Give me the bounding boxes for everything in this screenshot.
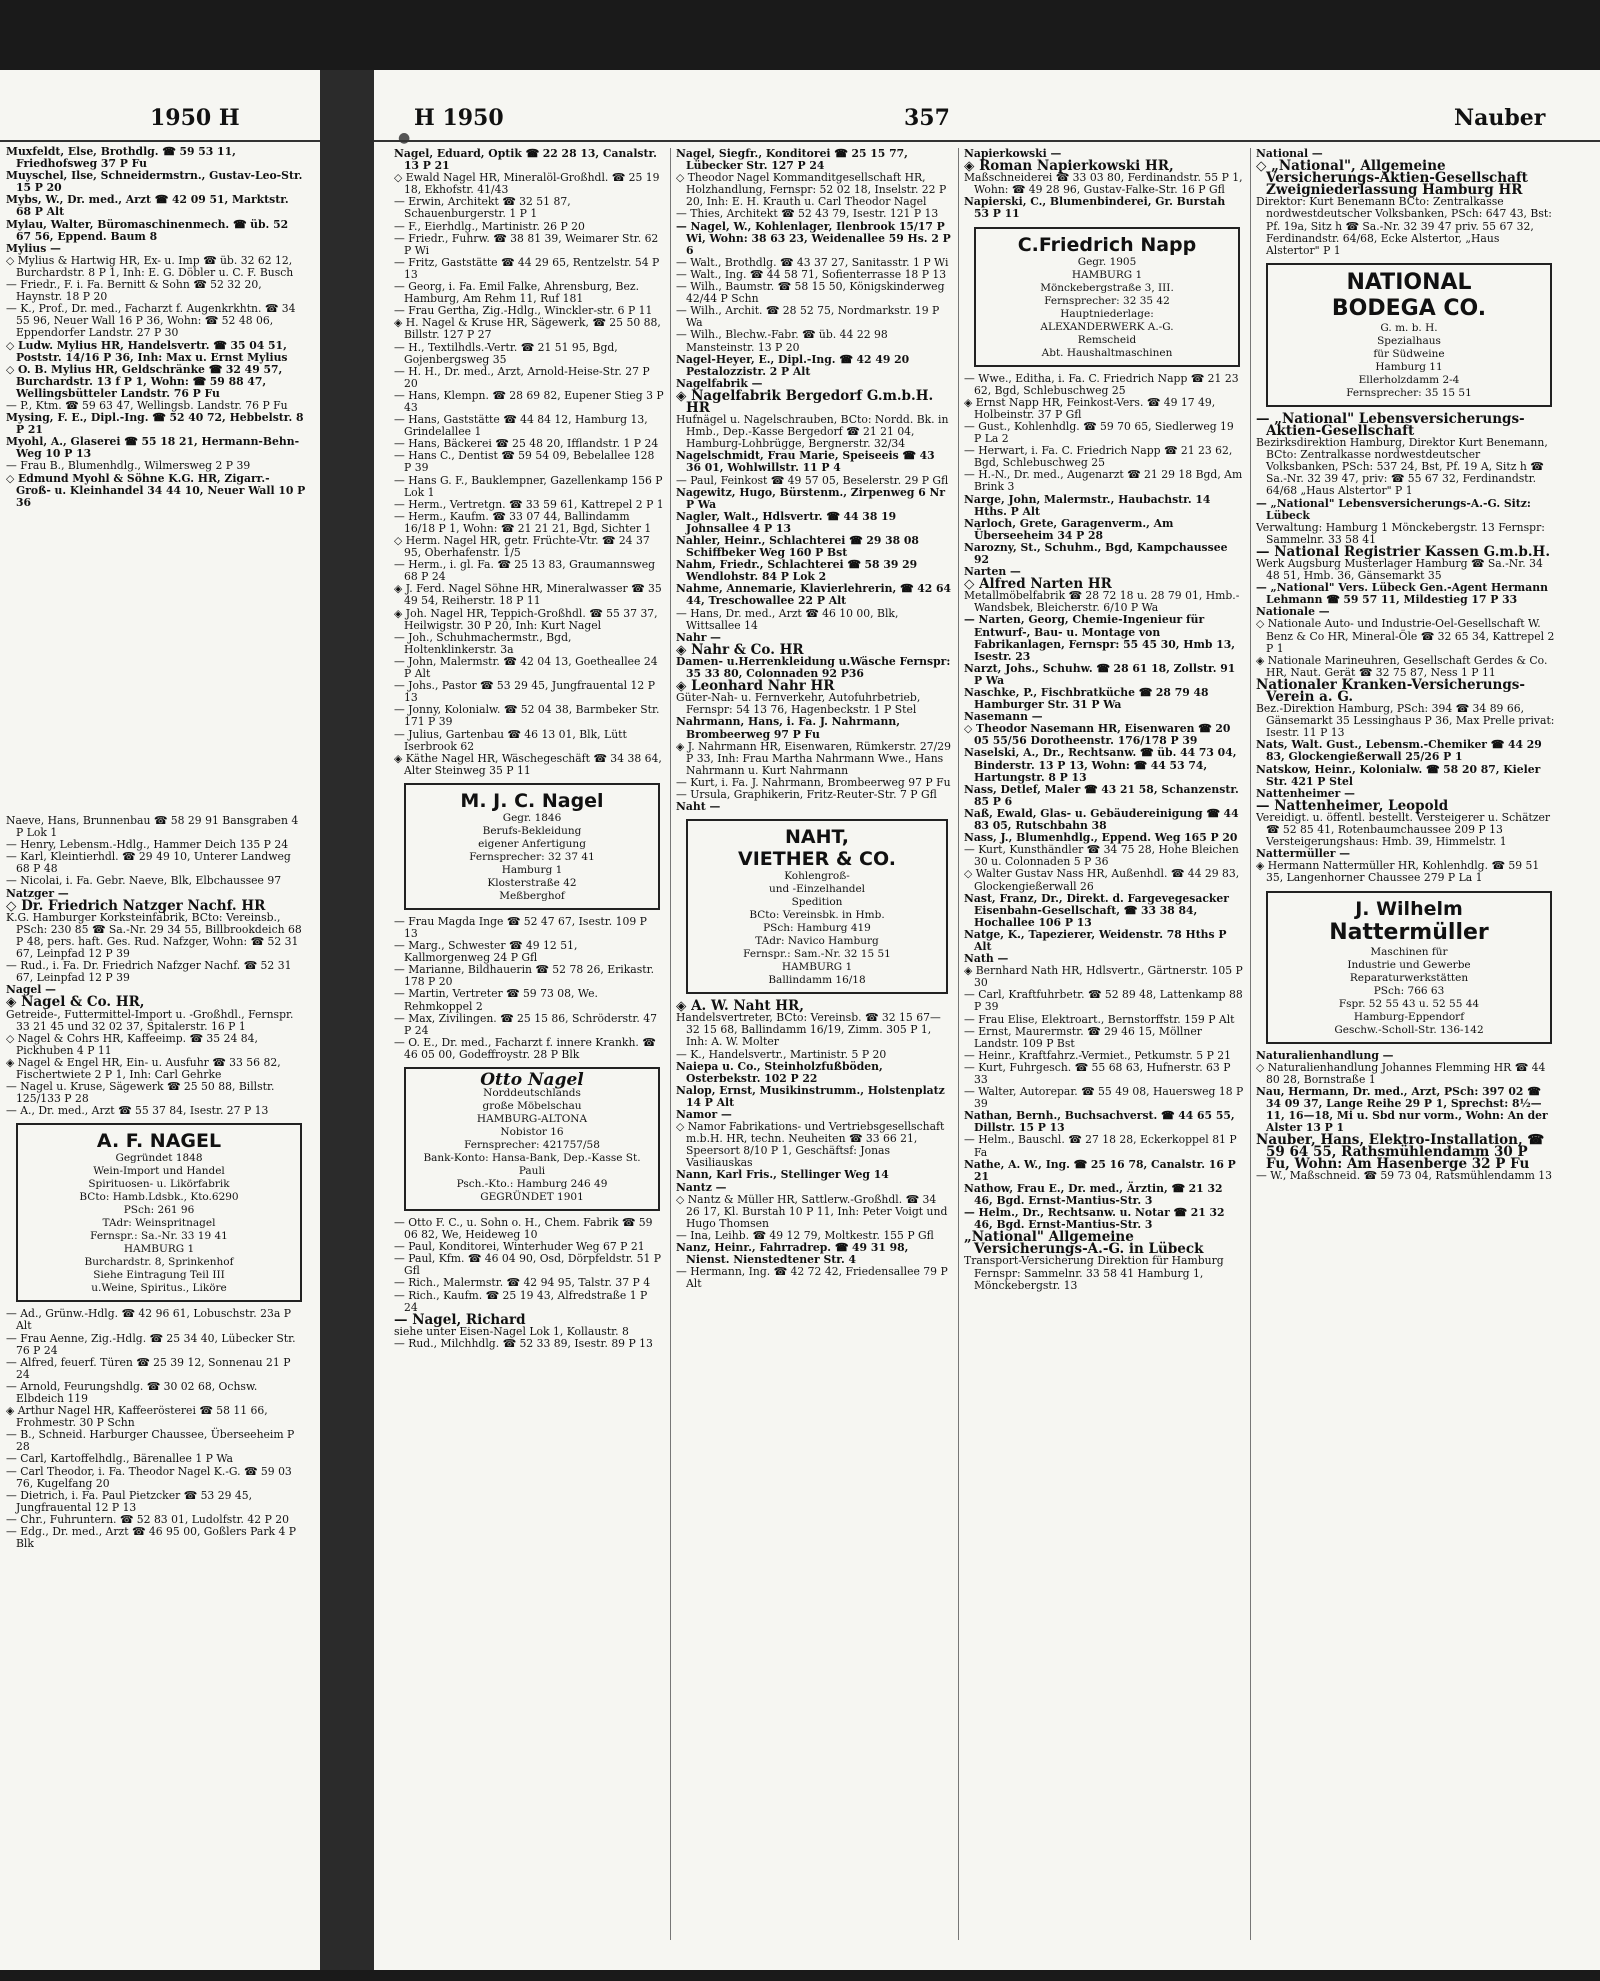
directory-entry: ◈ Hermann Nattermüller HR, Kohlenhdlg. ☎ 59 51 35, Langenhorner Chaussee 279 P La 1 [1256, 859, 1540, 885]
directory-entry: — Helm., Dr., Rechtsanw. u. Notar ☎ 21 32 46, Bgd. Ernst-Mantius-Str. 3 [964, 1206, 1225, 1232]
directory-entry: Nagel-Heyer, E., Dipl.-Ing. ☎ 42 49 20 Pestalozzistr. 2 P Alt [676, 352, 910, 378]
directory-entry: — W., Maßschneid. ☎ 59 73 04, Ratsmühlendamm 13 [1256, 1169, 1553, 1183]
directory-entry: Napierski, C., Blumenbinderei, Gr. Burstah 53 P 11 [964, 195, 1226, 221]
directory-entry: ◈ Nationale Marineuhren, Gesellschaft Gerdes & Co. HR, Naut. Gerät ☎ 32 75 87, Ness 1 P 11 [1256, 653, 1548, 679]
ad-line: Fernsprecher: 32 35 42 [1044, 294, 1170, 307]
directory-entry: — Frau Magda Inge ☎ 52 47 67, Isestr. 109 P 13 [394, 914, 647, 940]
directory-entry: — Hans, Bäckerei ☎ 25 48 20, Ifflandstr. 1 P 24 [394, 437, 659, 451]
directory-entry: Nass, J., Blumenhdlg., Eppend. Weg 165 P 20 [964, 831, 1238, 845]
directory-entry: — Marg., Schwester ☎ 49 12 51, Kallmorgenweg 24 P Gfl [394, 939, 578, 965]
ad-naht-viether [686, 819, 948, 994]
directory-entry: — Marianne, Bildhauerin ☎ 52 78 26, Erikastr. 178 P 20 [394, 963, 655, 989]
ad-line: Wein-Import und Handel [93, 1165, 225, 1178]
directory-entry: — Karl, Kleintierhdl. ☎ 29 49 10, Unterer Landweg 68 P 48 [6, 850, 291, 876]
directory-entry: — Ina, Leihb. ☎ 49 12 79, Moltkestr. 155 P Gfl [676, 1228, 934, 1242]
directory-entry: Narozny, St., Schuhm., Bgd, Kampchaussee 92 [964, 540, 1228, 566]
ad-line: Reparaturwerkstätten [1349, 971, 1469, 984]
directory-entry: Nanz, Heinr., Fahrradrep. ☎ 49 31 98, Nienst. Nienstedtener Str. 4 [676, 1241, 909, 1267]
directory-entry: Transport-Versicherung Direktion für Hamburg Fernspr: Sammelnr. 33 58 41 Hamburg 1, Mönckebergstr. 13 [964, 1254, 1224, 1292]
ad-national-bodega [1266, 263, 1552, 407]
directory-entry: ◈ H. Nagel & Kruse HR, Sägewerk, ☎ 25 50 88, Billstr. 127 P 27 [394, 316, 661, 342]
ad-line: HAMBURG 1 [1071, 268, 1143, 281]
ad-af-nagel [16, 1123, 302, 1302]
ad-title: Otto Nagel [480, 1070, 584, 1090]
directory-entry: Nauber, Hans, Elektro-Installation, ☎ 59 64 55, Rathsmühlendamm 30 P Fu, Wohn: Am Hasenberge 32 P Fu [1256, 1132, 1545, 1173]
ad-line: Spirituosen- u. Likörfabrik [88, 1178, 230, 1191]
directory-entry: — Friedr., Fuhrw. ☎ 38 81 39, Weimarer Str. 62 P Wi [394, 231, 659, 257]
directory-entry: Bez.-Direktion Hamburg, PSch: 394 ☎ 34 89 66, Gänsemarkt 35 Lessinghaus P 36, Max Prelle privat: Isestr. 11 P 13 [1256, 702, 1555, 740]
directory-entry: — Arnold, Feurungshdlg. ☎ 30 02 68, Ochsw. Elbdeich 119 [6, 1379, 258, 1405]
ad-line: große Möbelschau [482, 1100, 582, 1112]
directory-entry: — National Registrier Kassen G.m.b.H. [1256, 543, 1551, 560]
directory-entry: ◇ Walter Gustav Nass HR, Außenhdl. ☎ 44 29 83, Glockengießerwall 26 [964, 867, 1240, 893]
directory-entry: Nattermüller — [1256, 847, 1350, 861]
ad-line: Industrie und Gewerbe [1347, 958, 1471, 971]
directory-entry: Natskow, Heinr., Kolonialw. ☎ 58 20 87, Kieler Str. 421 P Stel [1256, 762, 1541, 788]
ad-title: C.Friedrich Napp [1017, 233, 1197, 256]
directory-entry: — Nattenheimer, Leopold [1256, 797, 1449, 814]
ad-line: Fernspr.: Sam.-Nr. 32 15 51 [743, 948, 891, 961]
ad-line: Klosterstraße 42 [487, 876, 577, 889]
directory-entry: — F., Eierhdlg., Martinistr. 26 P 20 [394, 219, 585, 233]
directory-entry: Mylius — [6, 241, 61, 255]
directory-entry: Bezirksdirektion Hamburg, Direktor Kurt Benemann, BCto: Zentralkasse nordwestdeutscher Volksbanken, PSch: 537 24, Bst, Pf. 19 A, Sitz h ☎ Sa.-Nr. 32 39 47, priv: ☎ 55 67 32, Ferdinandstr. 64/68 „Haus Alstertor" P 1 [1256, 436, 1548, 498]
directory-entry: — Herm., Kaufm. ☎ 33 07 44, Ballindamm 16/18 P 1, Wohn: ☎ 21 21 21, Bgd, Sichter 1 [394, 509, 652, 535]
directory-entry: ◇ Nagel & Cohrs HR, Kaffeeimp. ☎ 35 24 84, Pickhuben 4 P 11 [6, 1031, 258, 1057]
header-rule [0, 140, 320, 142]
ad-line: PSch: 766 63 [1373, 984, 1445, 997]
directory-entry: Hufnägel u. Nagelschrauben, BCto: Nordd. Bk. in Hmb., Dep.-Kasse Bergedorf ☎ 21 21 04, Hamburg-Lohbrügge, Bergnerstr. 32/34 [676, 413, 949, 451]
ad-line: Spedition [791, 896, 843, 909]
directory-entry: Nahme, Annemarie, Klavierlehrerin, ☎ 42 64 44, Treschowallee 22 P Alt [676, 582, 952, 608]
ad-line: Abt. Haushaltmaschinen [1041, 346, 1173, 359]
ad-line: HAMBURG 1 [781, 961, 853, 974]
ad-title: NAHT, [785, 826, 849, 849]
ad-line: Hamburg 1 [501, 863, 563, 876]
directory-entry: ◈ Leonhard Nahr HR [676, 678, 835, 695]
directory-entry: Natzger — [6, 886, 69, 900]
directory-entry: — Walt., Ing. ☎ 44 58 71, Sofienterrasse 18 P 13 [676, 267, 947, 281]
directory-entry: Nann, Karl Fris., Stellinger Weg 14 [676, 1168, 889, 1182]
ad-line: Gegründet 1848 [115, 1152, 203, 1165]
directory-entry: Naeve, Hans, Brunnenbau ☎ 58 29 91 Bansgraben 4 P Lok 1 [6, 815, 299, 840]
directory-entry: Damen- u.Herrenkleidung u.Wäsche Fernspr: 35 33 80, Colonnaden 92 P36 [676, 654, 951, 681]
directory-entry: ◇ Herm. Nagel HR, getr. Früchte-Vtr. ☎ 24 37 95, Oberhafenstr. 1/5 [394, 534, 650, 560]
directory-entry: Mybs, W., Dr. med., Arzt ☎ 42 09 51, Marktstr. 68 P Alt [6, 193, 289, 219]
directory-entry: — Rud., i. Fa. Dr. Friedrich Nafzger Nachf. ☎ 52 31 67, Leinpfad 12 P 39 [6, 959, 292, 985]
ad-line: Fernsprecher: 421757/58 [464, 1139, 600, 1151]
ad-line: Norddeutschlands [483, 1087, 581, 1099]
column-2 [676, 148, 952, 1968]
directory-entry: ◈ Nagel & Co. HR, [6, 994, 145, 1011]
directory-entry: — Wilh., Baumstr. ☎ 58 15 50, Königskinderweg 42/44 P Schn [676, 280, 945, 306]
directory-entry: ◇ Naturalienhandlung Johannes Flemming HR ☎ 44 80 28, Bornstraße 1 [1256, 1060, 1546, 1086]
directory-entry: Napierkowski — [964, 148, 1062, 160]
ad-line: BCto: Vereinsbk. in Hmb. [749, 909, 885, 922]
directory-entry: ◈ Nagelfabrik Bergedorf G.m.b.H. HR [676, 387, 934, 416]
directory-entry: — Edg., Dr. med., Arzt ☎ 46 95 00, Goßlers Park 4 P Blk [6, 1525, 297, 1551]
directory-entry: — H.-N., Dr. med., Augenarzt ☎ 21 29 18 Bgd, Am Brink 3 [964, 468, 1243, 494]
directory-entry: — K., Prof., Dr. med., Facharzt f. Augenkrkhtn. ☎ 34 55 96, Neuer Wall 16 P 36, Wohn: ☎ 52 48 06, Eppendorfer Landstr. 27 P 30 [6, 302, 296, 340]
ad-otto-nagel [404, 1067, 660, 1211]
ad-line: Ellerholzdamm 2-4 [1358, 373, 1460, 386]
directory-entry: — Otto F. C., u. Sohn o. H., Chem. Fabrik ☎ 59 06 82, We, Heideweg 10 [394, 1216, 653, 1242]
directory-entry: — Henry, Lebensm.-Hdlg., Hammer Deich 135 P 24 [6, 838, 289, 852]
ad-line: Fernspr.: Sa.-Nr. 33 19 41 [90, 1230, 228, 1243]
directory-entry: Nagelfabrik — [676, 376, 763, 390]
directory-entry: — Chr., Fuhruntern. ☎ 52 83 01, Ludolfstr. 42 P 20 [6, 1512, 290, 1526]
column-1 [394, 148, 664, 1968]
ad-line: Gegr. 1846 [502, 811, 562, 824]
directory-entry: — Herm., i. gl. Fa. ☎ 25 13 83, Graumannsweg 68 P 24 [394, 558, 656, 584]
directory-entry: — Kurt, Kunsthändler ☎ 34 75 28, Hohe Bleichen 30 u. Colonnaden 5 P 36 [964, 843, 1239, 869]
directory-entry: — Gust., Kohlenhdlg. ☎ 59 70 65, Siedlerweg 19 P La 2 [964, 419, 1234, 446]
directory-entry: National — [1256, 148, 1323, 160]
ad-line: Ballindamm 16/18 [768, 974, 866, 987]
directory-entry: Myohl, A., Glaserei ☎ 55 18 21, Hermann-Behn-Weg 10 P 13 [6, 435, 300, 461]
directory-entry: Muyschel, Ilse, Schneidermstrn., Gustav-Leo-Str. 15 P 20 [6, 169, 303, 195]
directory-entry: Nahr — [676, 630, 721, 644]
directory-entry: — Nagel u. Kruse, Sägewerk ☎ 25 50 88, Billstr. 125/133 P 28 [6, 1080, 275, 1106]
directory-entry: ◈ Bernhard Nath HR, Hdlsvertr., Gärtnerstr. 105 P 30 [964, 964, 1243, 990]
directory-entry: ◇ Edmund Myohl & Söhne K.G. HR, Zigarr.- Groß- u. Kleinhandel 34 44 10, Neuer Wall 10 P 36 [6, 471, 306, 509]
directory-entry: — Narten, Georg, Chemie-Ingenieur für Entwurf-, Bau- u. Montage von Fabrikanlagen, Fernspr: 55 45 30, Hmb 13, Isestr. 23 [964, 613, 1235, 663]
ad-line: GEGRÜNDET 1901 [480, 1191, 584, 1203]
directory-entry: ◇ Alfred Narten HR [964, 576, 1112, 593]
directory-entry: Getreide-, Futtermittel-Import u. -Großhdl., Fernspr. 33 21 45 und 32 02 37, Spitalerstr. 16 P 1 [6, 1007, 294, 1033]
directory-entry: ◇ Dr. Friedrich Natzger Nachf. HR [6, 897, 266, 914]
ad-line: TAdr: Weinspritnagel [102, 1217, 216, 1230]
ad-line: Fernsprecher: 35 15 51 [1346, 386, 1472, 399]
directory-entry: — Ernst, Maurermstr. ☎ 29 46 15, Möllner Landstr. 109 P Bst [964, 1024, 1202, 1050]
directory-entry: — Wilh., Blechw.-Fabr. ☎ üb. 44 22 98 Mansteinstr. 13 P 20 [676, 328, 888, 354]
ad-line: Fernsprecher: 32 37 41 [469, 850, 595, 863]
directory-entry: — Joh., Schuhmachermstr., Bgd, Holtenklinkerstr. 3a [394, 630, 572, 656]
directory-entry: Narloch, Grete, Garagenverm., Am Überseeheim 34 P 28 [964, 516, 1174, 542]
ad-line: Burchardstr. 8, Sprinkenhof [84, 1256, 234, 1269]
ad-line: Kohlengroß- [784, 870, 850, 883]
directory-entry: Nath — [964, 952, 1009, 966]
right-page [374, 70, 1600, 1970]
directory-entry: ◇ Mylius & Hartwig HR, Ex- u. Imp ☎ üb. 32 62 12, Burchardstr. 8 P 1, Inh: E. G. Döbler u. C. F. Busch [6, 253, 294, 279]
directory-entry: Nathan, Bernh., Buchsachverst. ☎ 44 65 55, Dillstr. 15 P 13 [964, 1109, 1235, 1135]
directory-entry: ◇ Theodor Nagel Kommanditgesellschaft HR, Holzhandlung, Fernspr: 52 02 18, Inselstr. 22 P 20, Inh: E. H. Krauth u. Carl Theodor Nagel [676, 171, 947, 209]
ad-line: ALEXANDERWERK A.-G. [1040, 320, 1174, 333]
directory-entry: ◈ Joh. Nagel HR, Teppich-Großhdl. ☎ 55 37 37, Heilwigstr. 30 P 20, Inh: Kurt Nagel [394, 606, 658, 632]
directory-entry: Narge, John, Malermstr., Haubachstr. 14 Hths. P Alt [964, 492, 1211, 518]
directory-entry: ◈ Roman Napierkowski HR, [964, 158, 1174, 175]
ad-line: G. m. b. H. [1380, 321, 1438, 334]
directory-entry: ◈ J. Nahrmann HR, Eisenwaren, Rümkerstr. 27/29 P 33, Inh: Frau Martha Nahrmann Wwe., Hans Nahrmann u. Kurt Nahrmann [676, 739, 952, 777]
directory-entry: — Rich., Kaufm. ☎ 25 19 43, Alfredstraße 1 P 24 [394, 1288, 648, 1314]
directory-entry: — Hermann, Ing. ☎ 42 72 42, Friedensallee 79 P Alt [676, 1265, 948, 1291]
ad-title: A. F. NAGEL [96, 1130, 222, 1153]
directory-entry: — H., Textilhdls.-Vertr. ☎ 21 51 95, Bgd, Gojenbergsweg 35 [394, 340, 618, 366]
directory-entry: ◇ Ludw. Mylius HR, Handelsvertr. ☎ 35 04 51, Poststr. 14/16 P 36, Inh: Max u. Ernst Mylius [6, 338, 288, 364]
directory-entry: — Carl Theodor, i. Fa. Theodor Nagel K.-G. ☎ 59 03 76, Kugelfang 20 [6, 1464, 292, 1490]
ad-line: u.Weine, Spiritus., Liköre [91, 1282, 227, 1295]
directory-entry: Nagelschmidt, Frau Marie, Speiseeis ☎ 43 36 01, Wohlwillstr. 11 P 4 [676, 449, 935, 475]
directory-entry: — K., Handelsvertr., Martinistr. 5 P 20 [676, 1047, 887, 1061]
directory-entry: — Erwin, Architekt ☎ 32 51 87, Schauenburgerstr. 1 P 1 [394, 195, 571, 221]
directory-entry: — Hans, Dr. med., Arzt ☎ 46 10 00, Blk, Wittsallee 14 [676, 606, 899, 632]
directory-entry: — Hans, Gaststätte ☎ 44 84 12, Hamburg 13, Grindelallee 1 [394, 413, 648, 439]
directory-entry: ◇ Ewald Nagel HR, Mineralöl-Großhdl. ☎ 25 19 18, Ekhofstr. 41/43 [394, 171, 660, 197]
ad-line: Bank-Konto: Hansa-Bank, Dep.-Kasse St. Pauli [423, 1152, 641, 1177]
ad-line: BCto: Hamb.Ldsbk., Kto.6290 [79, 1191, 239, 1204]
directory-entry: Nast, Franz, Dr., Direkt. d. Fargevegesacker Eisenbahn-Gesellschaft, ☎ 33 38 84, Hochallee 106 P 13 [964, 891, 1229, 929]
directory-entry: Nau, Hermann, Dr. med., Arzt, PSch: 397 02 ☎ 34 09 37, Lange Reihe 29 P 1, Sprechst: 8½—11, 16—18, Mi u. Sbd nur vorm., Wohn: An der Alster 13 P 1 [1256, 1084, 1548, 1135]
ad-line: Siehe Eintragung Teil III [93, 1269, 225, 1282]
directory-entry: — Helm., Bauschl. ☎ 27 18 28, Eckerkoppel 81 P Fa [964, 1133, 1237, 1159]
ad-line: eigener Anfertigung [478, 837, 586, 850]
directory-entry: siehe unter Eisen-Nagel Lok 1, Kollaustr. 8 [394, 1324, 629, 1338]
column-divider [670, 148, 671, 1940]
column-3 [964, 148, 1244, 1968]
ad-title: J. Wilhelm [1355, 897, 1463, 920]
directory-entry: — Martin, Vertreter ☎ 59 73 08, We. Rehmkoppel 2 [394, 987, 598, 1013]
directory-entry: — Walter, Autorepar. ☎ 55 49 08, Hauersweg 18 P 39 [964, 1085, 1244, 1111]
directory-entry: — Paul, Feinkost ☎ 49 57 05, Beselerstr. 29 P Gfl [676, 473, 949, 487]
directory-entry: — A., Dr. med., Arzt ☎ 55 37 84, Isestr. 27 P 13 [6, 1104, 269, 1118]
directory-entry: Nagel, Siegfr., Konditorei ☎ 25 15 77, Lübecker Str. 127 P 24 [676, 148, 908, 173]
directory-entry: — John, Malermstr. ☎ 42 04 13, Goetheallee 24 P Alt [394, 654, 658, 681]
page-mark: ● [398, 130, 411, 146]
directory-entry: — Kurt, Fuhrgesch. ☎ 55 68 63, Hufnerstr. 63 P 33 [964, 1060, 1231, 1086]
directory-entry: Naschke, P., Fischbratküche ☎ 28 79 48 Hamburger Str. 31 P Wa [964, 686, 1209, 712]
directory-entry: — Carl, Kraftfuhrbetr. ☎ 52 89 48, Lattenkamp 88 P 39 [964, 988, 1243, 1014]
directory-entry: Narten — [964, 565, 1021, 579]
ad-line: Spezialhaus [1377, 334, 1441, 347]
ad-line: Meßberghof [499, 889, 565, 902]
directory-entry: — Hans C., Dentist ☎ 59 54 09, Bebelallee 128 P 39 [394, 449, 655, 475]
left-page [0, 70, 320, 1970]
directory-entry: Mylau, Walter, Büromaschinenmech. ☎ üb. 52 67 56, Eppend. Baum 8 [6, 217, 289, 243]
directory-entry: Werk Augsburg Musterlager Hamburg ☎ Sa.-Nr. 34 48 51, Hmb. 36, Gänsemarkt 35 [1256, 556, 1543, 583]
left-page-header: 1950 H [150, 105, 240, 131]
ad-mjc-nagel [404, 783, 660, 910]
directory-entry: — Jonny, Kolonialw. ☎ 52 04 38, Barmbeker Str. 171 P 39 [394, 703, 660, 729]
directory-entry: Verwaltung: Hamburg 1 Mönckebergstr. 13 Fernspr: Sammelnr. 33 58 41 [1256, 520, 1545, 546]
directory-entry: — „National" Lebensversicherungs-Aktien-Gesellschaft [1256, 410, 1525, 439]
directory-entry: — Herm., Vertretgn. ☎ 33 59 61, Kattrepel 2 P 1 [394, 497, 664, 511]
ad-line: Remscheid [1077, 333, 1137, 346]
ad-line: HAMBURG-ALTONA [476, 1113, 588, 1125]
directory-entry: ◈ Nahr & Co. HR [676, 641, 804, 658]
directory-entry: — Wwe., Editha, i. Fa. C. Friedrich Napp ☎ 21 23 62, Bgd, Schlebuschweg 25 [964, 371, 1239, 397]
ad-title: M. J. C. Nagel [460, 789, 604, 812]
directory-entry: ◇ O. B. Mylius HR, Geldschränke ☎ 32 49 57, Burchardstr. 13 f P 1, Wohn: ☎ 59 88 47, Wellingsbütteler Landstr. 76 P Fu [6, 362, 283, 400]
column-divider [958, 148, 959, 1940]
ad-line: Berufs-Bekleidung [482, 824, 582, 837]
book-gutter [320, 70, 374, 1970]
directory-entry: — Nagel, Richard [394, 1311, 526, 1328]
directory-entry: — Georg, i. Fa. Emil Falke, Ahrensburg, Bez. Hamburg, Am Rehm 11, Ruf 181 [394, 280, 640, 306]
ad-line: TAdr: Navico Hamburg [755, 935, 879, 948]
directory-entry: „National" Allgemeine Versicherungs-A.-G. in Lübeck [964, 1229, 1204, 1258]
directory-entry: — Frau Aenne, Zig.-Hdlg. ☎ 25 34 40, Lübecker Str. 76 P 24 [6, 1331, 296, 1357]
directory-entry: K.G. Hamburger Korksteinfabrik, BCto: Vereinsb., PSch: 230 85 ☎ Sa.-Nr. 29 34 55, Billbrookdeich 68 P 48, pers. haft. Ges. Rud. Nafzger, Wohn: ☎ 52 31 67, Leinpfad 12 P 39 [6, 910, 302, 961]
ad-line: Psch.-Kto.: Hamburg 246 49 [456, 1178, 608, 1190]
directory-entry: ◈ Käthe Nagel HR, Wäschegeschäft ☎ 34 38 64, Alter Steinweg 35 P 11 [394, 751, 662, 777]
directory-entry: Nahrmann, Hans, i. Fa. J. Nahrmann, Brombeerweg 97 P Fu [676, 715, 900, 741]
directory-entry: — P., Ktm. ☎ 59 63 47, Wellingsb. Landstr. 76 P Fu [6, 398, 288, 412]
directory-entry: — Rud., Milchhdlg. ☎ 52 33 89, Isestr. 89 P 13 [394, 1336, 653, 1350]
column-4 [1256, 148, 1556, 1968]
directory-entry: Nalop, Ernst, Musikinstrumm., Holstenplatz 14 P Alt [676, 1083, 945, 1109]
directory-entry: — Frau Elise, Elektroart., Bernstorffstr. 159 P Alt [964, 1012, 1235, 1026]
directory-entry: Direktor: Kurt Benemann BCto: Zentralkasse nordwestdeutscher Volksbanken, PSch: 647 43, Bst: Pf. 19a, Sitz h ☎ Sa.-Nr. 32 39 47 priv. 55 67 32, Ferdinandstr. 64/68, Ecke Alstertor, „Haus Alstertor" P 1 [1256, 195, 1552, 257]
directory-entry: — Kurt, i. Fa. J. Nahrmann, Brombeerweg 97 P Fu [676, 775, 951, 789]
directory-entry: — „National" Vers. Lübeck Gen.-Agent Hermann Lehmann ☎ 59 57 11, Mildestieg 17 P 33 [1256, 581, 1548, 607]
directory-entry: Nantz — [676, 1180, 727, 1194]
directory-entry: — Paul, Kfm. ☎ 46 04 90, Osd, Dörpfeldstr. 51 P Gfl [394, 1252, 662, 1278]
directory-entry: ◇ Nantz & Müller HR, Sattlerw.-Großhdl. ☎ 34 26 17, Kl. Burstah 10 P 11, Inh: Peter Voigt und Hugo Thomsen [676, 1192, 948, 1230]
directory-entry: — Alfred, feuerf. Türen ☎ 25 39 12, Sonnenau 21 P 24 [6, 1355, 291, 1381]
directory-entry: Nats, Walt. Gust., Lebensm.-Chemiker ☎ 44 29 83, Glockengießerwall 25/26 P 1 [1256, 738, 1542, 764]
ad-line: für Südweine [1373, 347, 1445, 360]
directory-entry: — Walt., Brothdlg. ☎ 43 37 27, Sanitasstr. 1 P Wi [676, 255, 949, 269]
right-page-header-right: Nauber [1454, 105, 1546, 131]
directory-entry: ◈ Arthur Nagel HR, Kaffeerösterei ☎ 58 11 66, Frohmestr. 30 P Schn [6, 1404, 268, 1430]
directory-entry: Namor — [676, 1108, 732, 1121]
ad-title-2: Nattermüller [1329, 919, 1489, 945]
directory-entry: Nass, Detlef, Maler ☎ 43 21 58, Schanzenstr. 85 P 6 [964, 782, 1239, 808]
directory-entry: — Nagel, W., Kohlenlager, Ilenbrook 15/17 P Wi, Wohn: 38 63 23, Weidenallee 59 Hs. 2 P 6 [676, 219, 951, 257]
directory-entry: — Fritz, Gaststätte ☎ 44 29 65, Rentzelstr. 54 P 13 [394, 255, 660, 281]
directory-entry: Nathe, A. W., Ing. ☎ 25 16 78, Canalstr. 16 P 21 [964, 1157, 1236, 1183]
directory-entry: Metallmöbelfabrik ☎ 28 72 18 u. 28 79 01, Hmb.-Wandsbek, Bleicherstr. 6/10 P Wa [964, 589, 1240, 615]
ad-line: Nobistor 16 [500, 1126, 564, 1138]
directory-entry: ◈ Nagel & Engel HR, Ein- u. Ausfuhr ☎ 33 56 82, Fischertwiete 2 P 1, Inh: Carl Gehrke [6, 1055, 281, 1081]
directory-entry: — Herwart, i. Fa. C. Friedrich Napp ☎ 21 23 62, Bgd, Schlebuschweg 25 [964, 444, 1233, 470]
directory-entry: Naß, Ewald, Glas- u. Gebäudereinigung ☎ 44 83 05, Rutschbahn 38 [964, 806, 1239, 833]
column-divider [1250, 148, 1251, 1940]
directory-entry: Muxfeldt, Else, Brothdlg. ☎ 59 53 11, Friedhofsweg 37 P Fu [6, 146, 236, 171]
directory-entry: Naturalienhandlung — [1256, 1048, 1394, 1062]
page-number: 357 [904, 105, 950, 131]
directory-entry: ◈ A. W. Naht HR, [676, 998, 804, 1015]
directory-entry: Maßschneiderei ☎ 33 03 80, Ferdinandstr. 55 P 1, Wohn: ☎ 49 28 96, Gustav-Falke-Str. 16 P Gfl [964, 171, 1243, 197]
directory-entry: ◈ J. Ferd. Nagel Söhne HR, Mineralwasser ☎ 35 49 54, Reiherstr. 18 P 11 [394, 582, 662, 608]
directory-entry: Güter-Nah- u. Fernverkehr, Autofuhrbetrieb, Fernspr: 54 13 76, Hagenbeckstr. 1 P Stel [676, 691, 921, 717]
directory-entry: — B., Schneid. Harburger Chaussee, Überseeheim P 28 [6, 1428, 295, 1454]
directory-entry: Naht — [676, 800, 721, 814]
directory-entry: — Rich., Malermstr. ☎ 42 94 95, Talstr. 37 P 4 [394, 1276, 651, 1290]
directory-entry: Natge, K., Tapezierer, Weidenstr. 78 Hths P Alt [964, 927, 1227, 953]
directory-entry: — Paul, Konditorei, Winterhuder Weg 67 P 21 [394, 1240, 645, 1254]
directory-entry: — H. H., Dr. med., Arzt, Arnold-Heise-Str. 27 P 20 [394, 364, 650, 390]
directory-entry: Nasemann — [964, 710, 1043, 724]
directory-entry: Nattenheimer — [1256, 786, 1355, 800]
ad-line: Hamburg 11 [1375, 360, 1443, 373]
directory-entry: Nationale — [1256, 605, 1330, 619]
directory-entry: — Thies, Architekt ☎ 52 43 79, Isestr. 121 P 13 [676, 207, 939, 221]
directory-entry: ◇ Namor Fabrikations- und Vertriebsgesellschaft m.b.H. HR, techn. Neuheiten ☎ 33 66 21, Speersort 8/10 P 1, Geschäftsf: Jonas Vasiliauskas [676, 1120, 945, 1170]
directory-entry: Naiepa u. Co., Steinholzfußböden, Osterbekstr. 102 P 22 [676, 1059, 883, 1085]
ad-line: Gegr. 1905 [1077, 255, 1137, 268]
ad-line: HAMBURG 1 [123, 1243, 195, 1256]
left-column-top [6, 146, 306, 706]
directory-entry: — Julius, Gartenbau ☎ 46 13 01, Blk, Lütt Iserbrook 62 [394, 727, 627, 753]
left-column-bottom [6, 815, 306, 1935]
directory-entry: — Heinr., Kraftfahrz.-Vermiet., Petkumstr. 5 P 21 [964, 1048, 1232, 1062]
header-rule [374, 140, 1600, 142]
ad-line: PSch: Hamburg 419 [763, 922, 871, 935]
ad-line: und -Einzelhandel [768, 883, 866, 896]
directory-entry: Nagler, Walt., Hdlsvertr. ☎ 44 38 19 Johnsallee 4 P 13 [676, 509, 897, 535]
directory-entry: — Wilh., Archit. ☎ 28 52 75, Nordmarkstr. 19 P Wa [676, 304, 940, 330]
directory-entry: Nathow, Frau E., Dr. med., Ärztin, ☎ 21 32 46, Bgd. Ernst-Mantius-Str. 3 [964, 1181, 1223, 1207]
directory-entry: Nagel, Eduard, Optik ☎ 22 28 13, Canalstr. 13 P 21 [394, 148, 657, 173]
directory-entry: Handelsvertreter, BCto: Vereinsb. ☎ 32 15 67—32 15 68, Ballindamm 16/19, Zimm. 305 P 1, Inh: A. W. Molter [676, 1011, 941, 1049]
directory-entry: — Friedr., F. i. Fa. Bernitt & Sohn ☎ 52 32 20, Haynstr. 18 P 20 [6, 278, 262, 304]
directory-entry: — Johs., Pastor ☎ 53 29 45, Jungfrauental 12 P 13 [394, 679, 655, 705]
directory-entry: Mysing, F. E., Dipl.-Ing. ☎ 52 40 72, Hebbelstr. 8 P 21 [6, 411, 304, 437]
directory-entry: — Frau B., Blumenhdlg., Wilmersweg 2 P 39 [6, 459, 251, 473]
directory-entry: Narzt, Johs., Schuhw. ☎ 28 61 18, Zollstr. 91 P Wa [964, 661, 1236, 687]
right-page-header-left: H 1950 [414, 105, 504, 131]
directory-entry: ◇ „National", Allgemeine Versicherungs-Aktien-Gesellschaft Zweigniederlassung Hamburg HR [1256, 158, 1528, 199]
directory-entry: — Max, Zivilingen. ☎ 25 15 86, Schröderstr. 47 P 24 [394, 1011, 657, 1037]
ad-friedrich-napp [974, 227, 1240, 367]
directory-entry: — „National" Lebensversicherungs-A.-G. Sitz: Lübeck [1256, 496, 1531, 522]
ad-title: NATIONAL [1346, 269, 1472, 295]
directory-entry: ◇ Theodor Nasemann HR, Eisenwaren ☎ 20 05 55/56 Dorotheenstr. 176/178 P 39 [964, 722, 1231, 748]
directory-entry: — Hans, Klempn. ☎ 28 69 82, Eupener Stieg 3 P 43 [394, 388, 664, 414]
ad-line: PSch: 261 96 [123, 1204, 195, 1217]
directory-entry: — Carl, Kartoffelhdlg., Bärenallee 1 P Wa [6, 1452, 233, 1466]
ad-title-2: BODEGA CO. [1331, 295, 1487, 321]
ad-line: Maschinen für [1370, 945, 1448, 958]
directory-entry: ◇ Nationale Auto- und Industrie-Oel-Gesellschaft W. Benz & Co HR, Mineral-Öle ☎ 32 65 34, Kattrepel 2 P 1 [1256, 617, 1555, 655]
ad-line: Hamburg-Eppendorf [1353, 1010, 1465, 1023]
ad-nattermueller [1266, 891, 1552, 1044]
ad-line: Geschw.-Scholl-Str. 136-142 [1334, 1023, 1484, 1036]
directory-entry: — O. E., Dr. med., Facharzt f. innere Krankh. ☎ 46 05 00, Godeffroystr. 28 P Blk [394, 1035, 656, 1061]
directory-entry: Nagewitz, Hugo, Bürstenm., Zirpenweg 6 Nr P Wa [676, 485, 946, 511]
directory-entry: Naselski, A., Dr., Rechtsanw. ☎ üb. 44 73 04, Binderstr. 13 P 13, Wohn: ☎ 44 53 74, Hartungstr. 8 P 13 [964, 746, 1237, 784]
directory-entry: Nahler, Heinr., Schlachterei ☎ 29 38 08 Schiffbeker Weg 160 P Bst [676, 534, 919, 560]
directory-entry: Nationaler Kranken-Versicherungs-Verein a. G. [1256, 676, 1526, 705]
directory-entry: — Ad., Grünw.-Hdlg. ☎ 42 96 61, Lobuschstr. 23a P Alt [6, 1307, 292, 1333]
ad-line: Hauptniederlage: [1060, 307, 1154, 320]
directory-entry: — Nicolai, i. Fa. Gebr. Naeve, Blk, Elbchaussee 97 [6, 874, 282, 888]
directory-entry: — Hans G. F., Bauklempner, Gazellenkamp 156 P Lok 1 [394, 473, 663, 499]
directory-entry: Vereidigt. u. öffentl. bestellt. Versteigerer u. Schätzer ☎ 52 85 41, Rotenbaumchaussee 209 P 13 Versteigerungshaus: Hmb. 39, Himmelstr. 1 [1256, 810, 1551, 849]
directory-entry: — Dietrich, i. Fa. Paul Pietzcker ☎ 53 29 45, Jungfrauental 12 P 13 [6, 1488, 253, 1514]
directory-entry: — Ursula, Graphikerin, Fritz-Reuter-Str. 7 P Gfl [676, 787, 937, 801]
ad-line: Fspr. 52 55 43 u. 52 55 44 [1338, 997, 1480, 1010]
ad-line: Mönckebergstraße 3, III. [1040, 281, 1174, 294]
ad-title-2: VIETHER & CO. [738, 848, 896, 871]
directory-entry: ◈ Ernst Napp HR, Feinkost-Vers. ☎ 49 17 49, Holbeinstr. 37 P Gfl [964, 395, 1216, 421]
directory-entry: — Frau Gertha, Zig.-Hdlg., Winckler-str. 6 P 11 [394, 304, 653, 318]
directory-entry: Nahm, Friedr., Schlachterei ☎ 58 39 29 Wendlohstr. 84 P Lok 2 [676, 558, 918, 584]
directory-entry: Nagel — [6, 983, 56, 997]
